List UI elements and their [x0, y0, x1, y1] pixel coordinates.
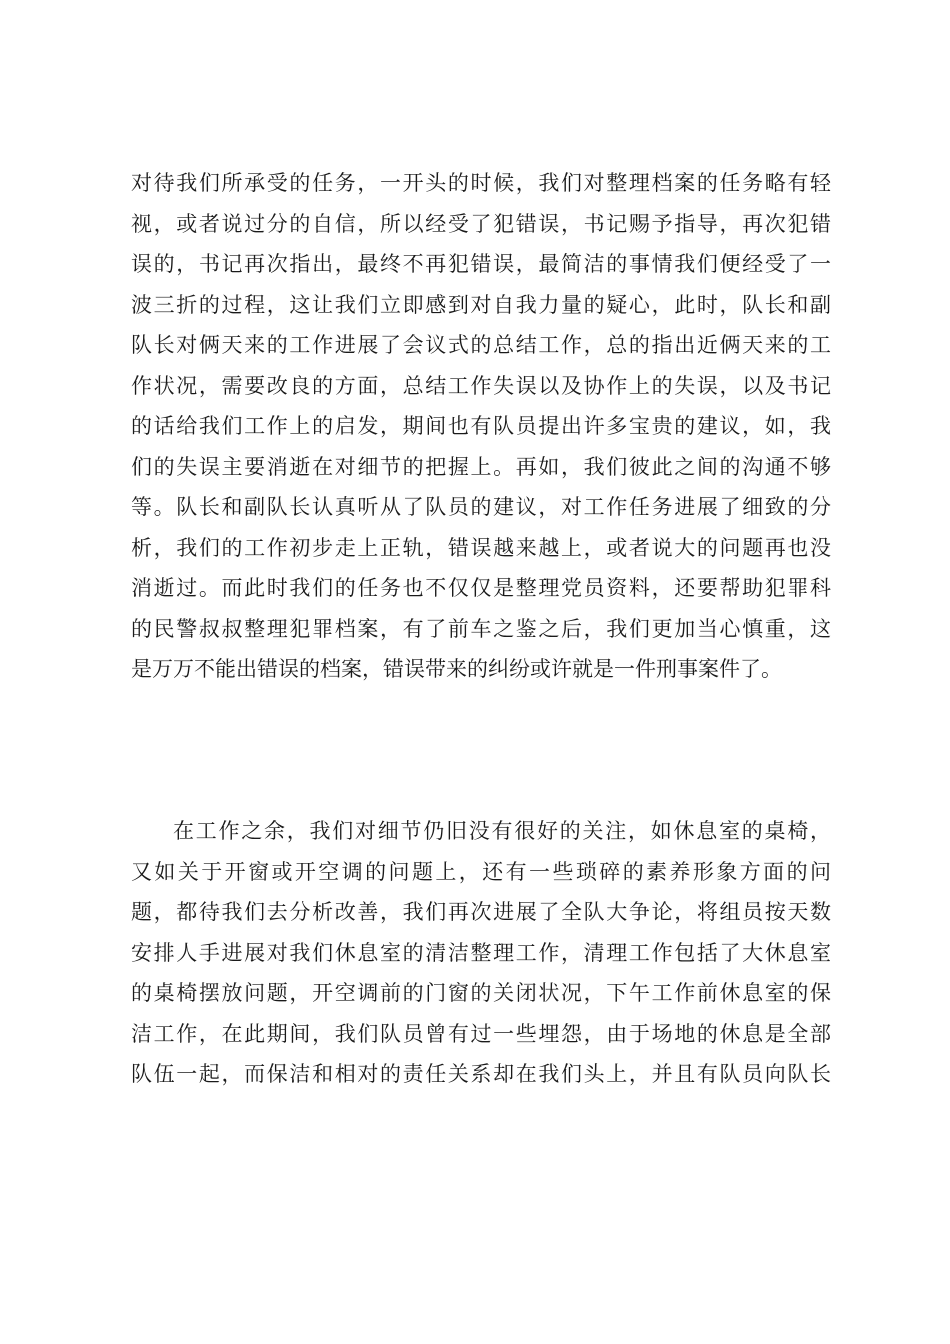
- text-line: 们的失误主要消逝在对细节的把握上。再如，我们彼此之间的沟通不够: [131, 454, 831, 479]
- paragraph: [131, 163, 831, 690]
- text-line: 是万万不能出错误的档案，错误带来的纠纷或许就是一件刑事案件了。: [131, 657, 782, 681]
- paragraph: [131, 811, 831, 1095]
- text-line: 作状况，需要改良的方面，总结工作失误以及协作上的失误，以及书记: [131, 373, 831, 398]
- text-line: 队伍一起，而保洁和相对的责任关系却在我们头上，并且有队员向队长: [131, 1062, 831, 1086]
- text-line: 洁工作，在此期间，我们队员曾有过一些埋怨，由于场地的休息是全部: [131, 1021, 831, 1046]
- text-line: 的话给我们工作上的启发，期间也有队员提出许多宝贵的建议，如，我: [131, 414, 831, 438]
- text-line: 消逝过。而此时我们的任务也不仅仅是整理党员资料，还要帮助犯罪科: [131, 576, 831, 600]
- text-line: 的桌椅摆放问题，开空调前的门窗的关闭状况，下午工作前休息室的保: [131, 981, 831, 1005]
- text-line: 等。队长和副队长认真听从了队员的建议，对工作任务进展了细致的分: [131, 495, 831, 519]
- text-line: 队长对俩天来的工作进展了会议式的总结工作，总的指出近俩天来的工: [131, 333, 831, 357]
- text-line: 视，或者说过分的自信，所以经受了犯错误，书记赐予指导，再次犯错: [131, 211, 831, 236]
- text-line: 对待我们所承受的任务，一开头的时候，我们对整理档案的任务略有轻: [131, 171, 831, 195]
- text-line: 在工作之余，我们对细节仍旧没有很好的关注，如休息室的桌椅，: [173, 819, 831, 843]
- text-line: 的民警叔叔整理犯罪档案，有了前车之鉴之后，我们更加当心慎重，这: [131, 616, 831, 641]
- text-line: 题，都待我们去分析改善，我们再次进展了全队大争论，将组员按天数: [131, 900, 831, 924]
- text-line: 又如关于开窗或开空调的问题上，还有一些琐碎的素养形象方面的问: [131, 859, 831, 884]
- text-line: 误的，书记再次指出，最终不再犯错误，最简洁的事情我们便经受了一: [131, 252, 831, 276]
- text-line: 波三折的过程，这让我们立即感到对自我力量的疑心，此时，队长和副: [131, 292, 831, 317]
- text-line: 安排人手进展对我们休息室的清洁整理工作，清理工作包括了大休息室: [131, 940, 831, 965]
- text-line: 析，我们的工作初步走上正轨，错误越来越上，或者说大的问题再也没: [131, 535, 831, 560]
